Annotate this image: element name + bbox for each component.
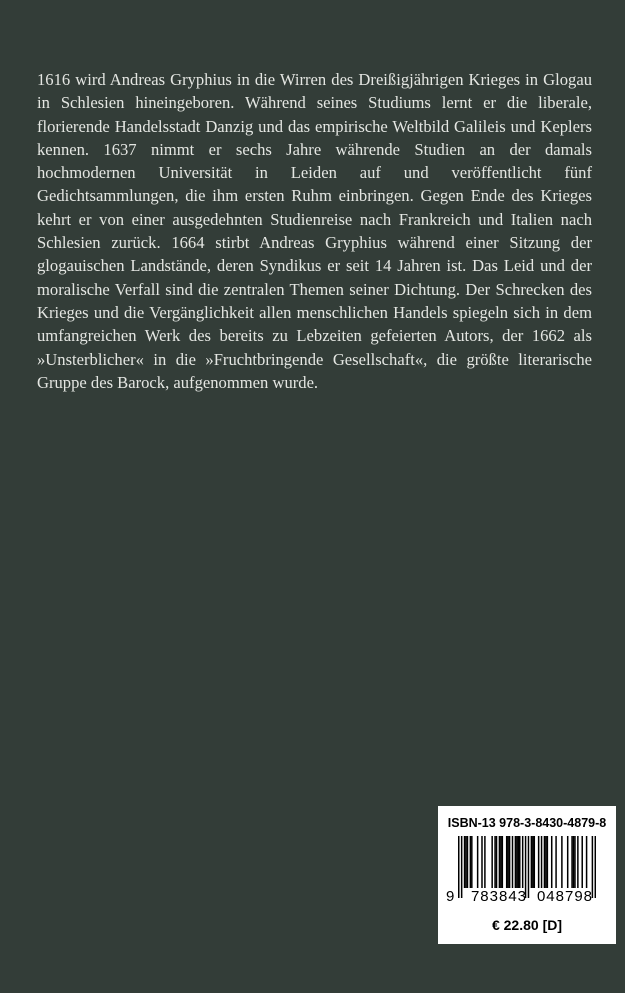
barcode-bar [464,836,466,888]
barcode-bar [515,836,517,888]
barcode-bar [481,836,483,888]
back-cover-blurb: 1616 wird Andreas Gryphius in die Wirren des Dreißigjährigen Krieges in Glogau in Schlesien hineingeboren. Während seines Studiums lernt er die liberale, florierende Handelsstadt Danzig und das empirische Weltbild Galileis und Keplers kennen. 1637 nimmt er sechs Jahre währende Studien an der damals hochmodernen Universität in Leiden auf und veröffentlicht fünf Gedichtsammlungen, die ihm ersten Ruhm einbringen. Gegen Ende des Krieges kehrt er von einer ausgedehnten Studienreise nach Frankreich und Italien nach Schlesien zurück. 1664 stirbt Andreas Gryphius während einer Sitzung der glogauischen Landstände, deren Syndikus er seit 14 Jahren ist. Das Leid und der moralische Verfall sind die zentralen Themen seiner Dichtung. Der Schrecken des Krieges und die Vergänglichkeit allen menschlichen Handels spiegeln sich in dem umfangreichen Werk des bereits zu Lebzeiten gefeierten Autors, der 1662 als »Unsterblicher« in die »Fruchtbringende Gesellschaft«, die größte literarische Gruppe des Barock, aufgenommen wurde. [37,70,592,392]
barcode-bar [561,836,563,888]
barcode-bar [506,836,508,888]
barcode-bar [518,836,520,888]
barcode-digit-first: 9 [446,888,455,905]
barcode-bar [512,836,514,888]
barcode-bar [494,836,496,888]
barcode-bar [491,836,493,888]
barcode-bar [577,836,579,888]
barcode-bar [502,836,504,888]
barcode-bar [555,836,557,888]
barcode-bar [538,836,540,888]
barcode-bar [551,836,553,888]
barcode-bar [471,836,473,888]
isbn-number: ISBN-13 978-3-8430-4879-8 [447,816,607,830]
barcode-bar [500,836,502,888]
barcode-bar [581,836,583,888]
barcode-bar [541,836,543,888]
barcode-bar [499,836,501,888]
barcode-bar [522,836,524,888]
barcode-digits-left: 783843 [470,888,528,905]
barcode-bar [477,836,479,888]
barcode-bar [571,836,573,888]
barcode-bar [484,836,486,888]
price-label: € 22.80 [D] [491,917,563,933]
barcode-bar [586,836,588,888]
barcode-bar [496,836,498,888]
barcode-bar [519,836,521,888]
barcode-bar [465,836,467,888]
barcode-bar [507,836,509,888]
barcode-bar [470,836,472,888]
barcode-digits [438,888,616,908]
barcode-bar [544,836,546,888]
barcode-bar [567,836,569,888]
barcode-bar [509,836,511,888]
barcode-bar [532,836,534,888]
barcode-bar [574,836,576,888]
barcode-bar [573,836,575,888]
barcode-bar [534,836,536,888]
isbn-barcode-label [438,806,616,944]
barcode-digits-right: 048798 [536,888,594,905]
barcode-bar [467,836,469,888]
barcode-bar [545,836,547,888]
barcode-bar [516,836,518,888]
barcode-bar [547,836,549,888]
barcode-bar [531,836,533,888]
